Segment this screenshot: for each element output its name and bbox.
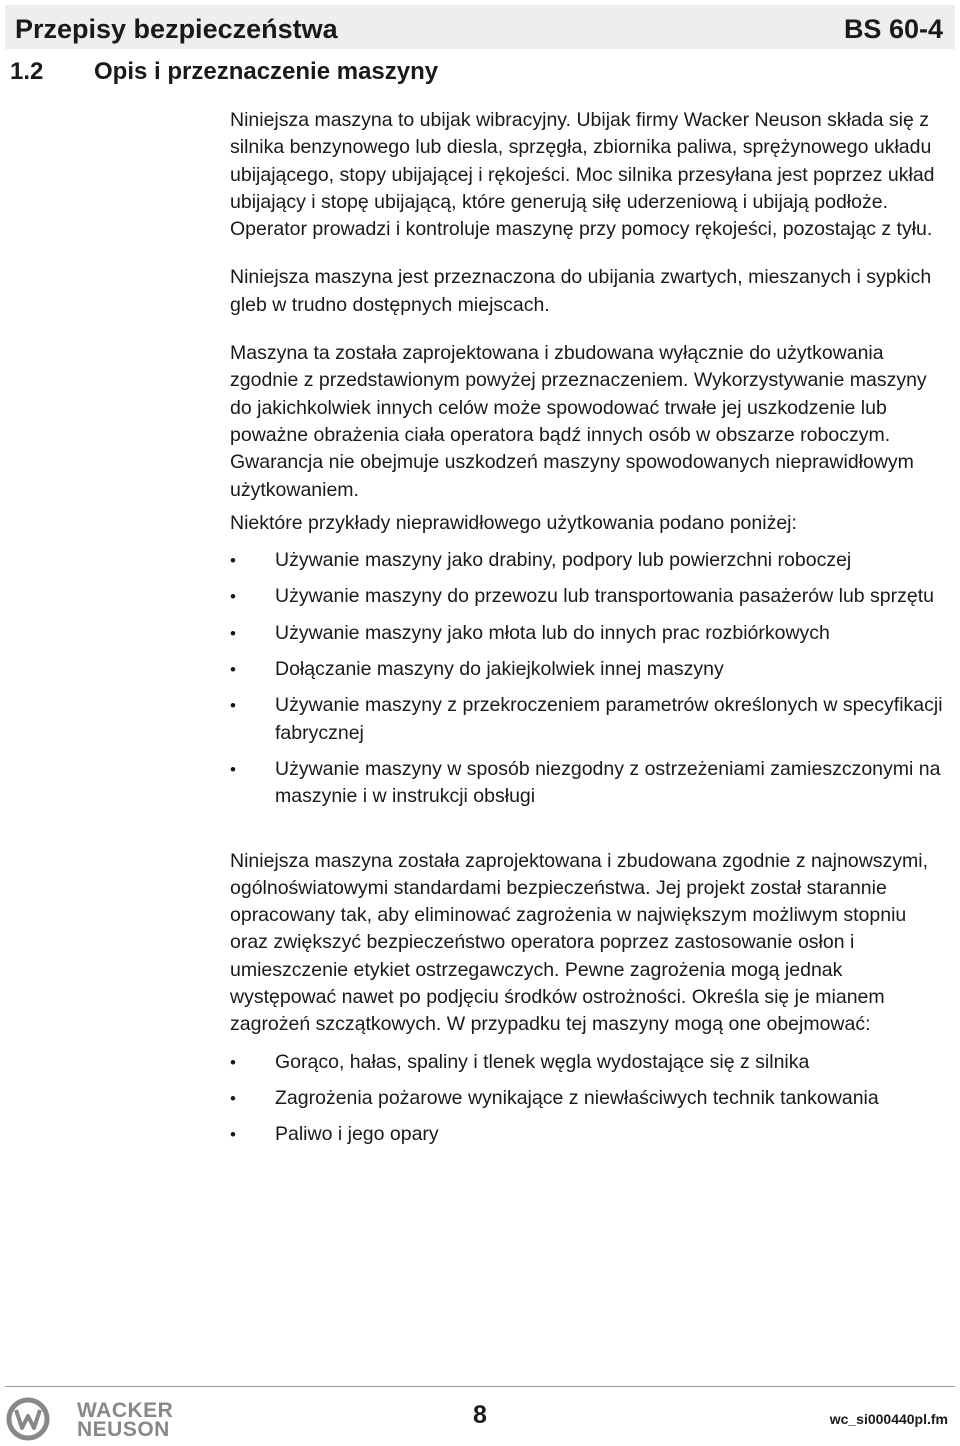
- section-title: Opis i przeznaczenie maszyny: [94, 58, 439, 85]
- page-header: [5, 5, 955, 49]
- list-item: • Używanie maszyny jako drabiny, podpory lub powierzchni roboczej: [230, 547, 945, 574]
- paragraph-residual-risks: Niniejsza maszyna została zaprojektowana i zbudowana zgodnie z najnowszymi, ogólnoświatowymi standardami bezpieczeństwa. Jej projekt został starannie opracowany tak, aby eliminować zagrożenia w największym możliwym stopniu oraz zwiększyć bezpieczeństwo operatora poprzez zastosowanie osłon i umieszczenie etykiet ostrzegawczych. Pewne zagrożenia mogą jednak występować nawet po podjęciu środków ostrożności. Określa się je mianem zagrożeń szczątkowych. W przypadku tej maszyny mogą one obejmować:: [230, 849, 929, 1036]
- hazard-list: [230, 1049, 945, 1149]
- list-item: • Paliwo i jego opary: [230, 1121, 945, 1148]
- list-item: • Używanie maszyny w sposób niezgodny z ostrzeżeniami zamieszczonymi na maszynie i w instrukcji obsługi: [230, 756, 945, 811]
- footer-divider: [5, 1386, 955, 1387]
- list-item: • Używanie maszyny z przekroczeniem parametrów określonych w specyfikacji fabrycznej: [230, 692, 945, 747]
- section-number: 1.2: [10, 58, 44, 85]
- list-item: • Używanie maszyny do przewozu lub transportowania pasażerów lub sprzętu: [230, 583, 945, 610]
- list-item: • Dołączanie maszyny do jakiejkolwiek innej maszyny: [230, 656, 945, 683]
- section-heading: [10, 58, 438, 86]
- logo-line-2: NEUSON: [77, 1418, 170, 1441]
- body-content: [230, 107, 945, 1149]
- header-title: Przepisy bezpieczeństwa: [15, 14, 338, 44]
- paragraph-intended-use: Maszyna ta została zaprojektowana i zbudowana wyłącznie do użytkowania zgodnie z przedstawionym powyżej przeznaczeniem. Wykorzystywanie maszyny do jakichkolwiek innych celów może spowodować trwałe jej uszkodzenie lub poważne obrażenia ciała operatora bądź innych osób w obszarze roboczym. Gwarancja nie obejmuje uszkodzeń maszyny spowodowanych nieprawidłowym użytkowaniem.: [230, 342, 927, 501]
- list-item: • Używanie maszyny jako młota lub do innych prac rozbiórkowych: [230, 620, 945, 647]
- logo-line-1: WACKER: [77, 1399, 174, 1422]
- page-number: 8: [473, 1401, 487, 1429]
- header-model: BS 60-4: [843, 14, 943, 44]
- misuse-list: [230, 547, 945, 810]
- list-item: • Gorąco, hałas, spaliny i tlenek węgla wydostające się z silnika: [230, 1049, 945, 1076]
- paragraph-misuse-intro: Niektóre przykłady nieprawidłowego użytkowania podano poniżej:: [230, 511, 797, 534]
- list-item: • Zagrożenia pożarowe wynikające z niewłaściwych technik tankowania: [230, 1085, 945, 1112]
- footer-filename: wc_si000440pl.fm: [829, 1411, 948, 1427]
- paragraph-description: Niniejsza maszyna to ubijak wibracyjny. Ubijak firmy Wacker Neuson składa się z silnika benzynowego lub diesla, sprzęgła, zbiornika paliwa, sprężynowego układu ubijającego, stopy ubijającej i rękojeści. Moc silnika przesyłana jest poprzez układ ubijający i stopę ubijającą, które generują siłę uderzeniową i ubijają podłoże. Operator prowadzi i kontroluje maszynę przy pomocy rękojeści, pozostając z tyłu.: [230, 109, 935, 241]
- paragraph-purpose: Niniejsza maszyna jest przeznaczona do ubijania zwartych, mieszanych i sypkich gleb w trudno dostępnych miejscach.: [230, 266, 932, 316]
